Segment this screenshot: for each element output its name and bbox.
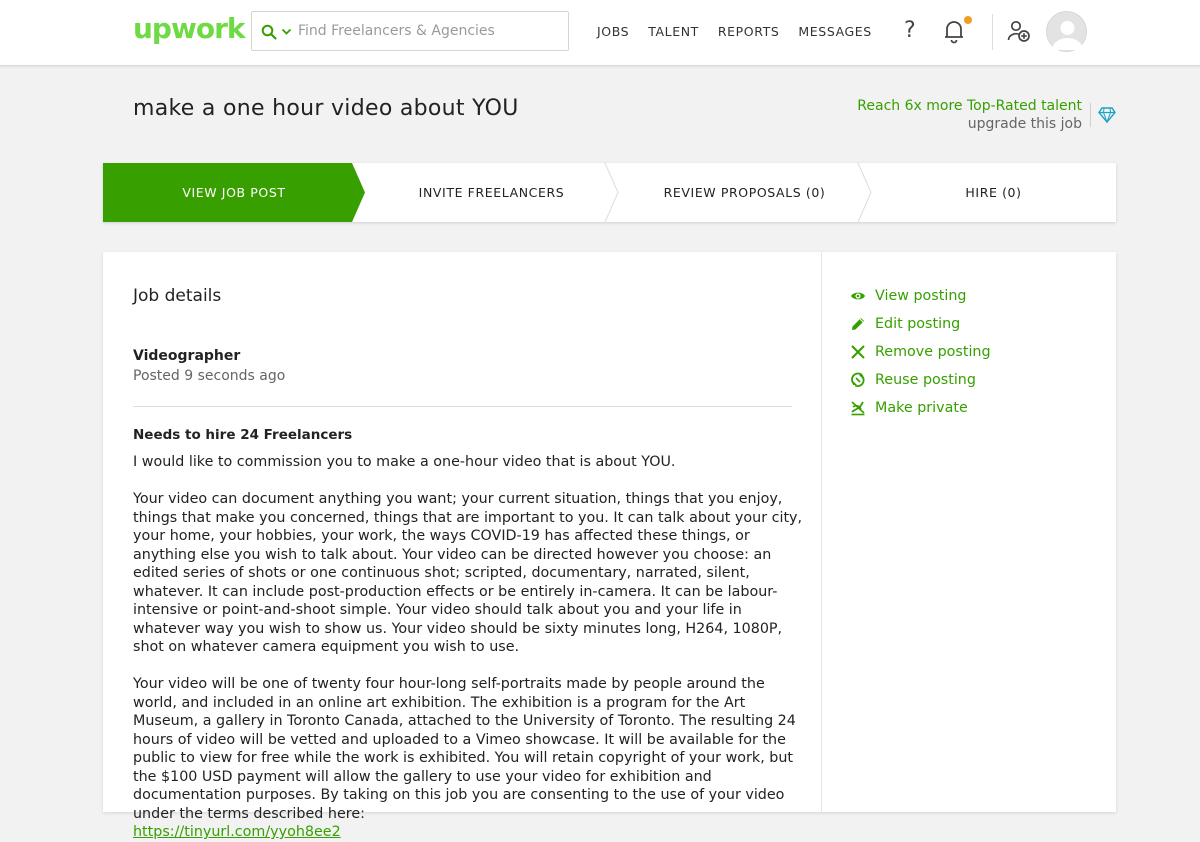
make-private-action[interactable] [850, 394, 991, 422]
description-paragraph: I would like to commission you to make a one-hour video that is about YOU. [133, 454, 676, 470]
job-role: Videographer [133, 348, 241, 364]
job-details-card [103, 252, 1116, 840]
avatar[interactable] [1046, 11, 1087, 52]
upsell-link[interactable]: Reach 6x more Top-Rated talent [857, 98, 1082, 114]
pencil-icon [850, 316, 866, 332]
main-nav [597, 24, 891, 39]
upwork-logo[interactable] [133, 12, 245, 45]
avatar-silhouette-icon [1047, 12, 1088, 53]
private-icon [850, 400, 866, 416]
action-label: View posting [875, 288, 967, 304]
add-person-icon[interactable] [1007, 20, 1031, 42]
logo-up: up [133, 12, 171, 45]
eye-icon [850, 288, 866, 304]
remove-posting-action[interactable] [850, 338, 991, 366]
nav-messages[interactable]: MESSAGES [798, 24, 872, 39]
page-title: make a one hour video about YOU [133, 96, 519, 121]
step-view-job-post[interactable]: VIEW JOB POST [182, 185, 286, 200]
search-icon[interactable] [261, 24, 277, 40]
action-label: Remove posting [875, 344, 991, 360]
nav-talent[interactable]: TALENT [648, 24, 699, 39]
nav-reports[interactable]: REPORTS [717, 24, 780, 39]
hire-count: Needs to hire 24 Freelancers [133, 427, 353, 443]
terms-link[interactable]: https://tinyurl.com/yyoh8ee2 [133, 824, 341, 840]
job-steps [103, 163, 1116, 222]
view-posting-action[interactable] [850, 282, 991, 310]
upsell-divider [1090, 103, 1091, 127]
diamond-icon[interactable] [1098, 107, 1116, 123]
bell-icon[interactable] [943, 19, 965, 43]
top-header [0, 0, 1200, 66]
close-icon [850, 344, 866, 360]
search-box[interactable] [251, 11, 569, 51]
upsell-subtext: upgrade this job [967, 116, 1082, 132]
step-review-proposals[interactable]: REVIEW PROPOSALS (0) [663, 185, 826, 200]
posted-time: Posted 9 seconds ago [133, 368, 286, 384]
description-text: Your video will be one of twenty four hour-long self-portraits made by people around the world, and included in an online art exhibition. The exhibition is a program for the Art Museum, a gallery in Toronto Canada, attached to the University of Toronto. The resulting 24 hours of video will be vetted and uploaded to a Vimeo showcase. It will be available for the public to view for free while the work is exhibited. You will retain copyright of your work, but the $100 USD payment will allow the gallery to use your video for exhibition and documentation purposes. By taking on this job you are consenting to the use of your video under the terms described here: [133, 676, 796, 822]
action-label: Reuse posting [875, 372, 976, 388]
upsell-block[interactable] [857, 97, 1082, 133]
step-hire[interactable]: HIRE (0) [965, 185, 1022, 200]
job-actions [850, 282, 991, 422]
details-divider [133, 406, 792, 407]
reuse-posting-action[interactable] [850, 366, 991, 394]
header-divider [992, 14, 993, 50]
action-label: Make private [875, 400, 968, 416]
description-paragraph [133, 675, 805, 842]
logo-work: work [170, 12, 245, 45]
nav-jobs[interactable]: JOBS [597, 24, 630, 39]
section-title: Job details [133, 286, 222, 306]
action-label: Edit posting [875, 316, 961, 332]
step-invite-freelancers[interactable]: INVITE FREELANCERS [418, 185, 565, 200]
search-input[interactable] [298, 20, 558, 42]
chevron-down-icon[interactable] [281, 26, 292, 37]
edit-posting-action[interactable] [850, 310, 991, 338]
notification-dot [964, 16, 972, 24]
description-paragraph: Your video can document anything you want; your current situation, things that you enjoy, things that make you concerned, things that are important to you. It can talk about your city, your home, your hobbies, your work, the ways COVID-19 has affected these things, or anything else you wish to talk about. Your video can be directed however you choose: an edited series of shots or one continuous shot; scripted, documentary, narrated, silent, whatever. It can include post-production effects or be entirely in-camera. It can be labour-intensive or point-and-shoot simple. Your video should talk about you and your life in whatever way you wish to show us. Your video should be sixty minutes long, H264, 1080P, shot on whatever camera equipment you wish to use. [133, 491, 803, 655]
card-divider [821, 252, 822, 812]
help-icon[interactable]: ? [904, 18, 916, 43]
reuse-icon [850, 372, 866, 388]
job-description [133, 453, 805, 842]
